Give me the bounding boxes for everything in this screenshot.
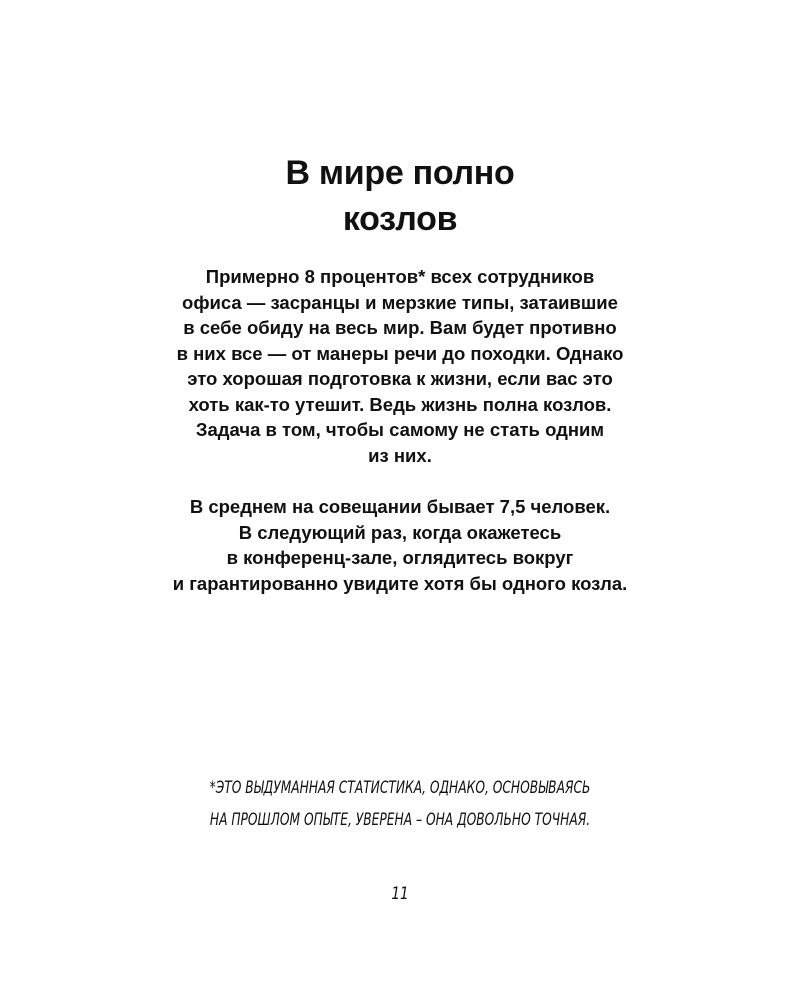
text-line: Примерно 8 процентов* всех сотрудников	[205, 266, 595, 287]
title-line: козлов	[342, 200, 458, 238]
page-number: 11	[391, 884, 409, 904]
text-line: хоть как-то утешит. Ведь жизнь полна козлов.	[188, 393, 612, 415]
title-line: В мире полно	[285, 154, 515, 192]
text-line: Задача в том, чтобы самому не стать одним	[195, 419, 605, 440]
text-line: это хорошая подготовка к жизни, если вас это	[187, 368, 613, 389]
text-line: из них.	[368, 444, 432, 466]
text-line: в них все — от манеры речи до походки. Однако	[176, 342, 624, 364]
text-line: В среднем на совещании бывает 7,5 человек.	[189, 496, 611, 517]
paragraph-1	[0, 264, 800, 468]
text-line: в себе обиду на весь мир. Вам будет противно	[183, 317, 617, 338]
page-title	[0, 150, 800, 242]
paragraph-2	[0, 494, 800, 596]
text-line: в конференц-зале, оглядитесь вокруг	[226, 547, 574, 568]
footnote	[112, 772, 688, 836]
text-line: офиса — засранцы и мерзкие типы, затаившие	[182, 291, 618, 313]
text-line: В следующий раз, когда окажетесь	[238, 521, 562, 543]
text-line: и гарантированно увидите хотя бы одного козла.	[172, 572, 628, 594]
footnote-line: *ЭТО ВЫДУМАННАЯ СТАТИСТИКА, ОДНАКО, ОСНОВЫВАЯСЬ	[209, 778, 591, 798]
footnote-line: НА ПРОШЛОМ ОПЫТЕ, УВЕРЕНА – ОНА ДОВОЛЬНО ТОЧНАЯ.	[209, 810, 591, 830]
